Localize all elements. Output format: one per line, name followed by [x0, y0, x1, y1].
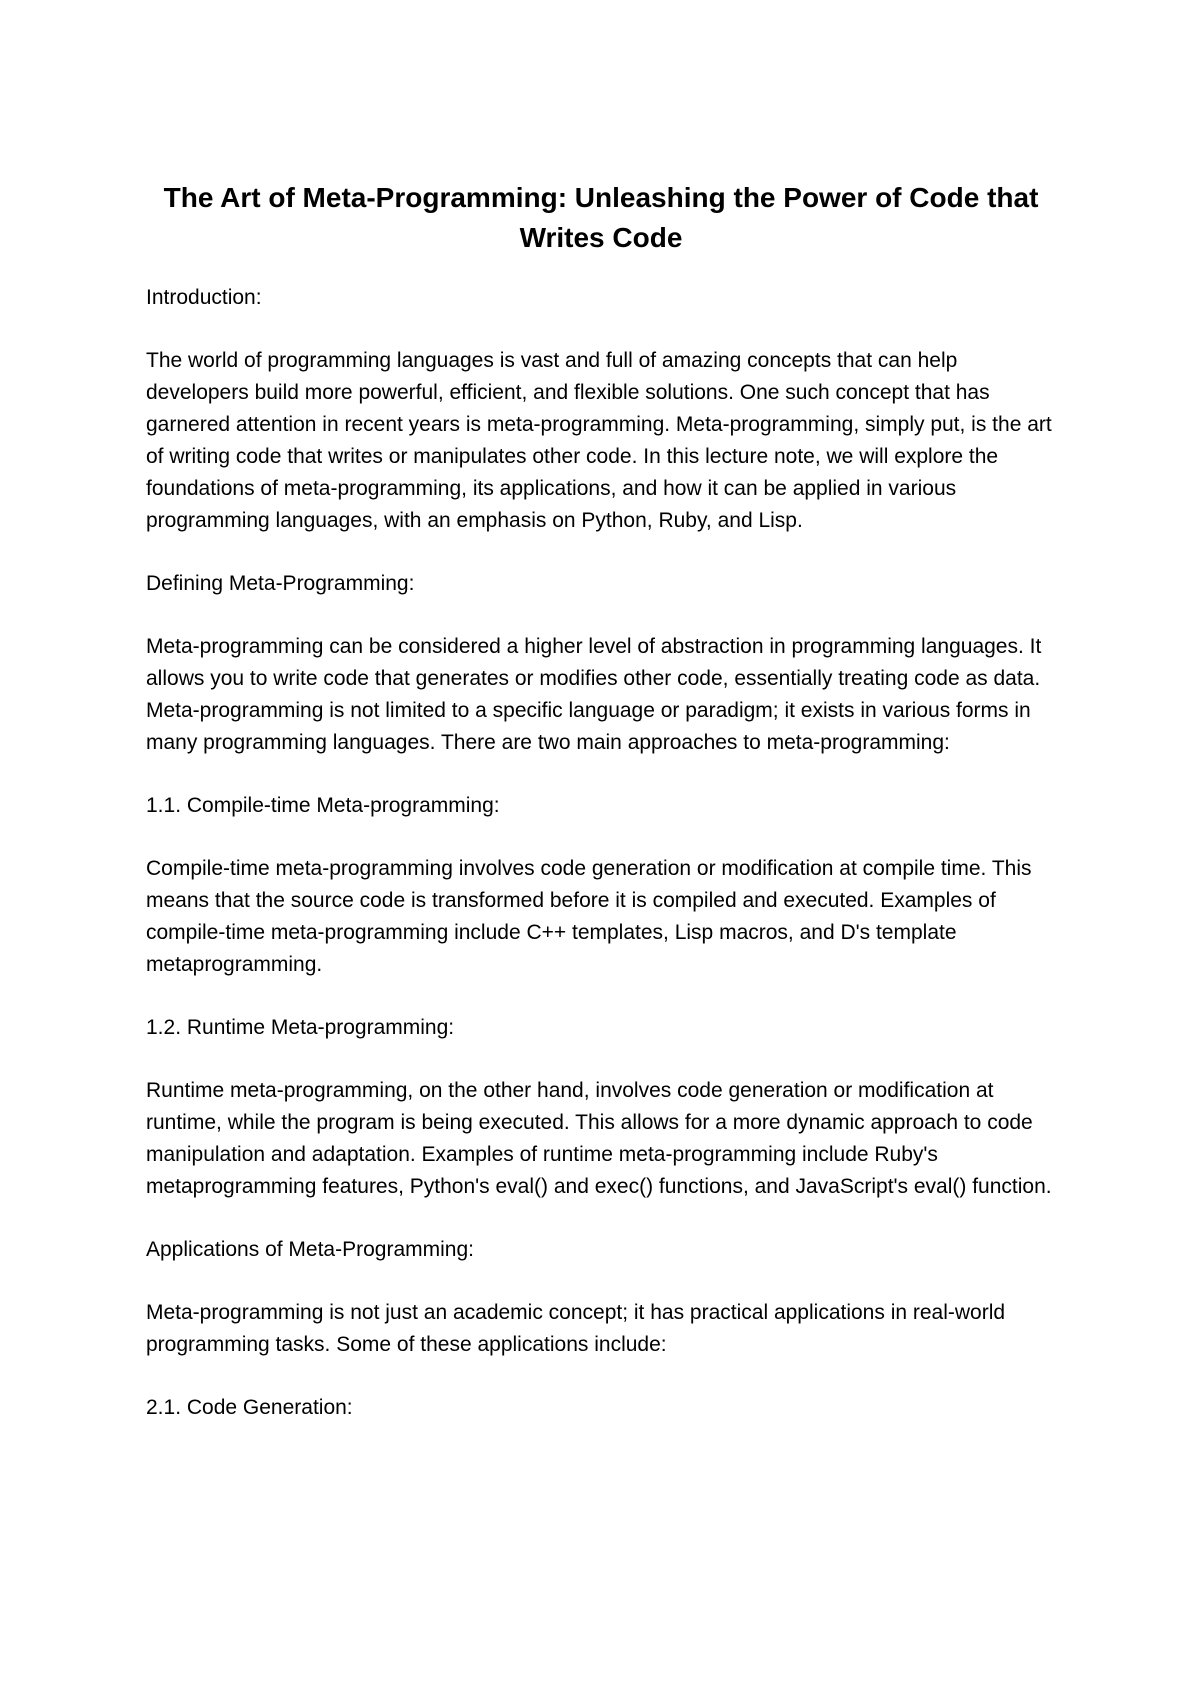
- paragraph-compile-time: Compile-time meta-programming involves code generation or modification at compile time. This means that the source code is transformed before it is compiled and executed. Examples of compile-time meta-programming include C++ templates, Lisp macros, and D's template metaprogramming.: [146, 857, 1032, 976]
- section-heading-compile-time: 1.1. Compile-time Meta-programming:: [146, 794, 500, 817]
- paragraph-runtime: Runtime meta-programming, on the other hand, involves code generation or modification at runtime, while the program is being executed. This allows for a more dynamic approach to code manipulation and adaptation. Examples of runtime meta-programming include Ruby's metaprogramming features, Python's eval() and exec() functions, and JavaScript's eval() function.: [146, 1079, 1052, 1198]
- section-heading-defining: Defining Meta-Programming:: [146, 572, 415, 595]
- section-heading-introduction: Introduction:: [146, 286, 262, 309]
- section-heading-applications: Applications of Meta-Programming:: [146, 1238, 474, 1261]
- document-title: The Art of Meta-Programming: Unleashing the Power of Code that Writes Code: [163, 182, 1039, 253]
- section-heading-code-generation: 2.1. Code Generation:: [146, 1396, 353, 1419]
- paragraph-defining: Meta-programming can be considered a higher level of abstraction in programming languages. It allows you to write code that generates or modifies other code, essentially treating code as data. Meta-programming is not limited to a specific language or paradigm; it exists in various forms in many programming languages. There are two main approaches to meta-programming:: [146, 635, 1042, 754]
- document-content: [146, 178, 1056, 1455]
- paragraph-applications: Meta-programming is not just an academic concept; it has practical applications in real-world programming tasks. Some of these applications include:: [146, 1301, 1006, 1356]
- section-heading-runtime: 1.2. Runtime Meta-programming:: [146, 1016, 455, 1039]
- paragraph-introduction: The world of programming languages is vast and full of amazing concepts that can help developers build more powerful, efficient, and flexible solutions. One such concept that has garnered attention in recent years is meta-programming. Meta-programming, simply put, is the art of writing code that writes or manipulates other code. In this lecture note, we will explore the foundations of meta-programming, its applications, and how it can be applied in various programming languages, with an emphasis on Python, Ruby, and Lisp.: [146, 349, 1052, 532]
